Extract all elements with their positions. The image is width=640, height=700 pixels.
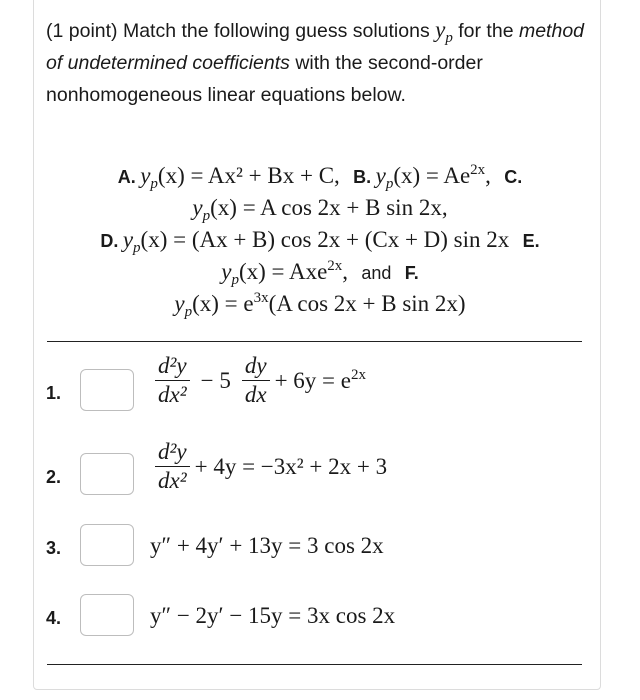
option-b-expr: $y_p(x) = Ae^{2x}$, — [375, 162, 491, 192]
question-3-number: 3. — [46, 538, 62, 558]
intro-text: (1 point) Match the following guess solutions — [46, 20, 436, 42]
option-e-expr: $y_p(x) = Axe^{2x}$, — [221, 258, 349, 288]
option-line-5 — [0, 290, 640, 320]
question-4-answer-box[interactable] — [80, 594, 134, 636]
option-c-expr: $y_p(x) = A$ cos 2x + B sin 2x, — [192, 195, 448, 224]
option-f-expr: $y_p(x) = e^{3x}(A$ cos 2x + B sin 2x) — [174, 290, 466, 320]
option-d-expr: $y_p(x) = (Ax + B)$ cos 2x + (Cx + D) sin 2x — [122, 227, 510, 256]
option-a-label: A. — [117, 167, 136, 187]
option-c-label: C. — [504, 167, 523, 187]
divider-bottom — [47, 664, 582, 665]
yp-symbol: $y_p$ — [435, 17, 453, 46]
option-e-label: E. — [522, 231, 540, 251]
option-line-4 — [0, 258, 640, 288]
question-2-answer-box[interactable] — [80, 453, 134, 495]
question-2-equation — [150, 439, 387, 494]
option-a-expr: $y_p(x) = Ax^2 + Bx + C$, — [140, 163, 340, 192]
option-b-label: B. — [353, 167, 372, 187]
option-line-2 — [0, 195, 640, 224]
question-1-number: 1. — [46, 383, 62, 403]
problem-statement: (1 point) Match the following guess solutions $y_p$ for the method of undetermined coefficients with the second-order nonhomogeneous linear equations below. — [46, 17, 585, 106]
and-text: and — [361, 263, 392, 283]
q1-rhs: + $6y = e^{2x}$ — [274, 366, 366, 393]
option-line-1 — [0, 162, 640, 192]
q2-rhs: + 4y = −3x² + 2x + 3 — [194, 453, 388, 479]
question-4-equation: y″ − 2y′ − 15y = 3x cos 2x — [150, 603, 396, 628]
option-f-label: F. — [404, 263, 419, 283]
question-3-equation: y″ + 4y′ + 13y = 3 cos 2x — [150, 533, 384, 558]
method-name: method of undetermined coefficients — [46, 20, 585, 74]
question-3-answer-box[interactable] — [80, 524, 134, 566]
question-1-equation: $\frac{\text{d²y}}{\text{dx²}}$ − 5 $\frac{dy}{dx}$ + $6y = e^{2x}$ — [150, 353, 366, 408]
q1-fraction-2: $\frac{dy}{dx}$ — [242, 353, 270, 408]
question-4-number: 4. — [46, 608, 62, 628]
q2-fraction: $\frac{\text{d²y}}{\text{dx²}}$ — [155, 439, 190, 494]
question-1-answer-box[interactable] — [80, 369, 134, 411]
question-2-number: 2. — [46, 467, 62, 487]
option-d-label: D. — [100, 231, 119, 251]
q1-fraction-1: $\frac{\text{d²y}}{\text{dx²}}$ — [155, 353, 190, 408]
divider-top — [47, 341, 582, 342]
option-line-3 — [0, 227, 640, 256]
